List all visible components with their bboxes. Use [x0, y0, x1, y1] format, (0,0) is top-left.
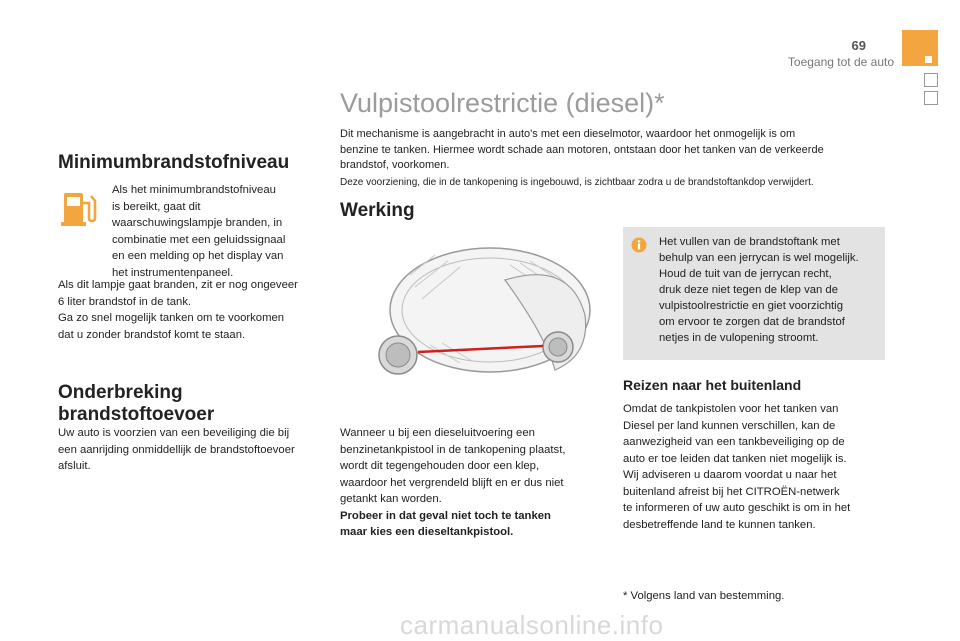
main-title: Vulpistoolrestrictie (diesel)* [340, 88, 665, 118]
text-line: afsluit. [58, 460, 91, 472]
fuel-warning-icon [58, 186, 102, 230]
text-line: wordt dit tegengehouden door een klep, [340, 460, 540, 472]
title-line: brandstoftoevoer [58, 404, 215, 425]
text-line: Als het minimumbrandstofniveau [112, 184, 276, 196]
text-line: Het vullen van de brandstoftank met [659, 236, 840, 248]
footnote: * Volgens land van bestemming. [623, 590, 785, 602]
text-line: netjes in de vulopening stroomt. [659, 332, 819, 344]
min-fuel-text [58, 277, 328, 343]
info-icon [631, 237, 647, 253]
info-box-text [659, 234, 883, 346]
text-line: combinatie met een geluidssignaal [112, 233, 286, 246]
text-line-bold: maar kies een dieseltankpistool. [340, 526, 514, 538]
werking-title: Werking [340, 200, 415, 221]
text-line: Wij adviseren u daarom voordat u naar het [623, 469, 837, 481]
interruption-text [58, 425, 328, 475]
section-title: Toegang tot de auto [787, 55, 894, 69]
text-line: brandstof, voorkomen. [340, 159, 450, 171]
intro-text [340, 127, 900, 174]
text-line: behulp van een jerrycan is wel mogelijk. [659, 252, 859, 264]
text-line: 6 liter brandstof in de tank. [58, 295, 192, 308]
text-line: Als dit lampje gaat branden, zit er nog ongeveer [58, 279, 298, 291]
text-line: dat u zonder brandstof komt te staan. [58, 328, 246, 341]
text-line: en een melding op het display van [112, 250, 284, 262]
text-line: buitenland afreist bij het CITROËN-netwerk [623, 485, 840, 498]
text-line: Diesel per land kunnen verschillen, kan de [623, 419, 836, 432]
text-line: benzine te tanken. Hiermee wordt schade aan motoren, ontstaan door het tanken van de verkeerde [340, 143, 824, 156]
text-line: Wanneer u bij een dieseluitvoering een [340, 427, 535, 439]
text-line: te informeren of uw auto geschikt is om in het [623, 502, 851, 514]
text-line: waarschuwingslampje branden, in [112, 217, 283, 229]
text-line: waardoor het vergrendeld blijft en er dus niet [340, 476, 564, 489]
chapter-marker-box [924, 73, 938, 87]
text-line: Dit mechanisme is aangebracht in auto's met een dieselmotor, waardoor het onmogelijk is om [340, 128, 796, 140]
text-line: desbetreffende land te kunnen tanken. [623, 518, 816, 531]
chapter-tab [902, 30, 938, 66]
abroad-text [623, 401, 893, 533]
text-line: is bereikt, gaat dit [112, 200, 201, 213]
werking-text [340, 425, 610, 541]
min-fuel-title: Minimumbrandstofniveau [58, 152, 290, 173]
text-line: aanwezigheid van een tankbeveiliging op de [623, 436, 845, 448]
page-number: 69 [851, 38, 866, 53]
chapter-marker-box [924, 91, 938, 105]
text-line: druk deze niet tegen de klep van de [659, 284, 838, 296]
text-line: getankt kan worden. [340, 493, 442, 505]
text-line: benzinetankpistool in de tankopening plaatst, [340, 443, 566, 456]
text-line: Omdat de tankpistolen voor het tanken van [623, 403, 839, 415]
fuel-filler-illustration [340, 225, 600, 415]
intro-small-text: Deze voorziening, die in de tankopening is ingebouwd, is zichtbaar zodra u de brandstoftankdop verwijdert. [340, 177, 814, 188]
text-line: auto er toe leiden dat tanken niet mogelijk is. [623, 452, 847, 465]
text-line: Ga zo snel mogelijk tanken om te voorkomen [58, 312, 285, 324]
watermark: carmanualsonline.info [400, 610, 664, 640]
interruption-title [58, 382, 214, 426]
text-line: om ervoor te zorgen dat de brandstof [659, 316, 845, 328]
text-line: een aanrijding onmiddellijk de brandstoftoevoer [58, 443, 295, 456]
text-line: Uw auto is voorzien van een beveiliging die bij [58, 427, 290, 439]
text-line: vulpistoolrestrictie en giet voorzichtig [659, 300, 843, 312]
abroad-title: Reizen naar het buitenland [623, 377, 802, 393]
text-line: het instrumentenpaneel. [112, 266, 234, 279]
min-fuel-indented-text [112, 182, 322, 281]
text-line-bold: Probeer in dat geval niet toch te tanken [340, 509, 551, 522]
text-line: Houd de tuit van de jerrycan recht, [659, 268, 832, 280]
info-box [623, 227, 885, 360]
title-line: Onderbreking [58, 382, 183, 403]
